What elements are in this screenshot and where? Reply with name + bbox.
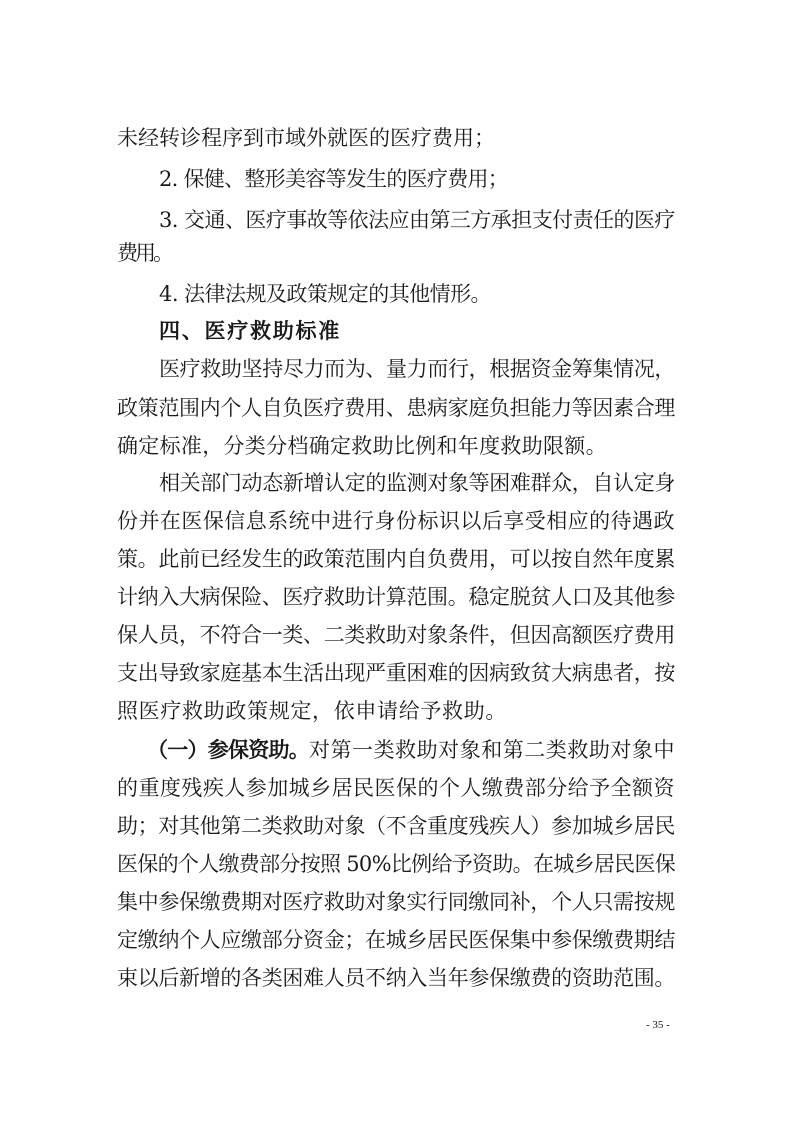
body-text: 保人员，不符合一类、二类救助对象条件，但因高额医疗费用 bbox=[117, 623, 676, 647]
body-line bbox=[0, 920, 793, 960]
body-text: 策。此前已经发生的政策范围内自负费用，可以按自然年度累 bbox=[117, 547, 676, 571]
body-line bbox=[0, 768, 793, 808]
section-heading bbox=[0, 311, 793, 351]
body-text: 份并在医保信息系统中进行身份标识以后享受相应的待遇政 bbox=[117, 509, 675, 533]
list-item bbox=[0, 159, 793, 199]
body-text: 照医疗救助政策规定，依申请给予救助。 bbox=[117, 699, 508, 723]
body-line bbox=[0, 539, 793, 579]
body-text: 对第一类救助对象和第二类救助对象中 bbox=[309, 738, 676, 762]
body-text: 相关部门动态新增认定的监测对象等困难群众，自认定身 bbox=[159, 471, 675, 495]
list-item-text: 2. 保健、整形美容等发生的医疗费用； bbox=[159, 167, 509, 191]
body-line bbox=[0, 501, 793, 541]
body-text: 医保的个人缴费部分按照 50%比例给予资助。在城乡居民医保 bbox=[117, 852, 676, 876]
body-text: 的重度残疾人参加城乡居民医保的个人缴费部分给予全额资 bbox=[117, 776, 675, 800]
body-text: 未经转诊程序到市域外就医的医疗费用； bbox=[117, 126, 495, 150]
body-text: 计纳入大病保险、医疗救助计算范围。稳定脱贫人口及其他参 bbox=[117, 585, 676, 609]
body-line bbox=[0, 615, 793, 655]
page-number: - 35 - bbox=[646, 1019, 670, 1031]
body-text: 束以后新增的各类困难人员不纳入当年参保缴费的资助范围。 bbox=[117, 966, 676, 990]
body-text: 医疗救助坚持尽力而为、量力而行，根据资金筹集情况， bbox=[159, 357, 675, 381]
body-line bbox=[0, 233, 793, 273]
body-line bbox=[0, 118, 793, 158]
list-item bbox=[0, 274, 793, 314]
body-line bbox=[0, 806, 793, 846]
body-line bbox=[0, 691, 793, 731]
body-line bbox=[0, 349, 793, 389]
body-text: 政策范围内个人自负医疗费用、患病家庭负担能力等因素合理 bbox=[117, 396, 676, 420]
body-text: 定缴纳个人应缴部分资金；在城乡居民医保集中参保缴费期结 bbox=[117, 928, 676, 952]
body-text: 支出导致家庭基本生活出现严重困难的因病致贫大病患者，按 bbox=[117, 661, 676, 685]
body-line bbox=[0, 463, 793, 503]
list-item-text: 3. 交通、医疗事故等依法应由第三方承担支付责任的医疗 bbox=[159, 208, 675, 232]
list-item-text: 4. 法律法规及政策规定的其他情形。 bbox=[159, 282, 491, 306]
body-line bbox=[0, 882, 793, 922]
body-text: 费用。 bbox=[117, 241, 171, 265]
body-line bbox=[0, 653, 793, 693]
subsection-paragraph bbox=[0, 730, 793, 770]
body-line bbox=[0, 426, 793, 466]
subsection-heading: （一）参保资助。 bbox=[147, 737, 309, 762]
body-text: 确定标准，分类分档确定救助比例和年度救助限额。 bbox=[117, 434, 607, 458]
body-text: 集中参保缴费期对医疗救助对象实行同缴同补，个人只需按规 bbox=[117, 890, 676, 914]
body-line bbox=[0, 844, 793, 884]
body-text: 助；对其他第二类救助对象（不含重度残疾人）参加城乡居民 bbox=[117, 814, 676, 838]
body-line bbox=[0, 958, 793, 998]
section-heading-text: 四、医疗救助标准 bbox=[159, 319, 341, 343]
body-line bbox=[0, 577, 793, 617]
body-line bbox=[0, 388, 793, 428]
